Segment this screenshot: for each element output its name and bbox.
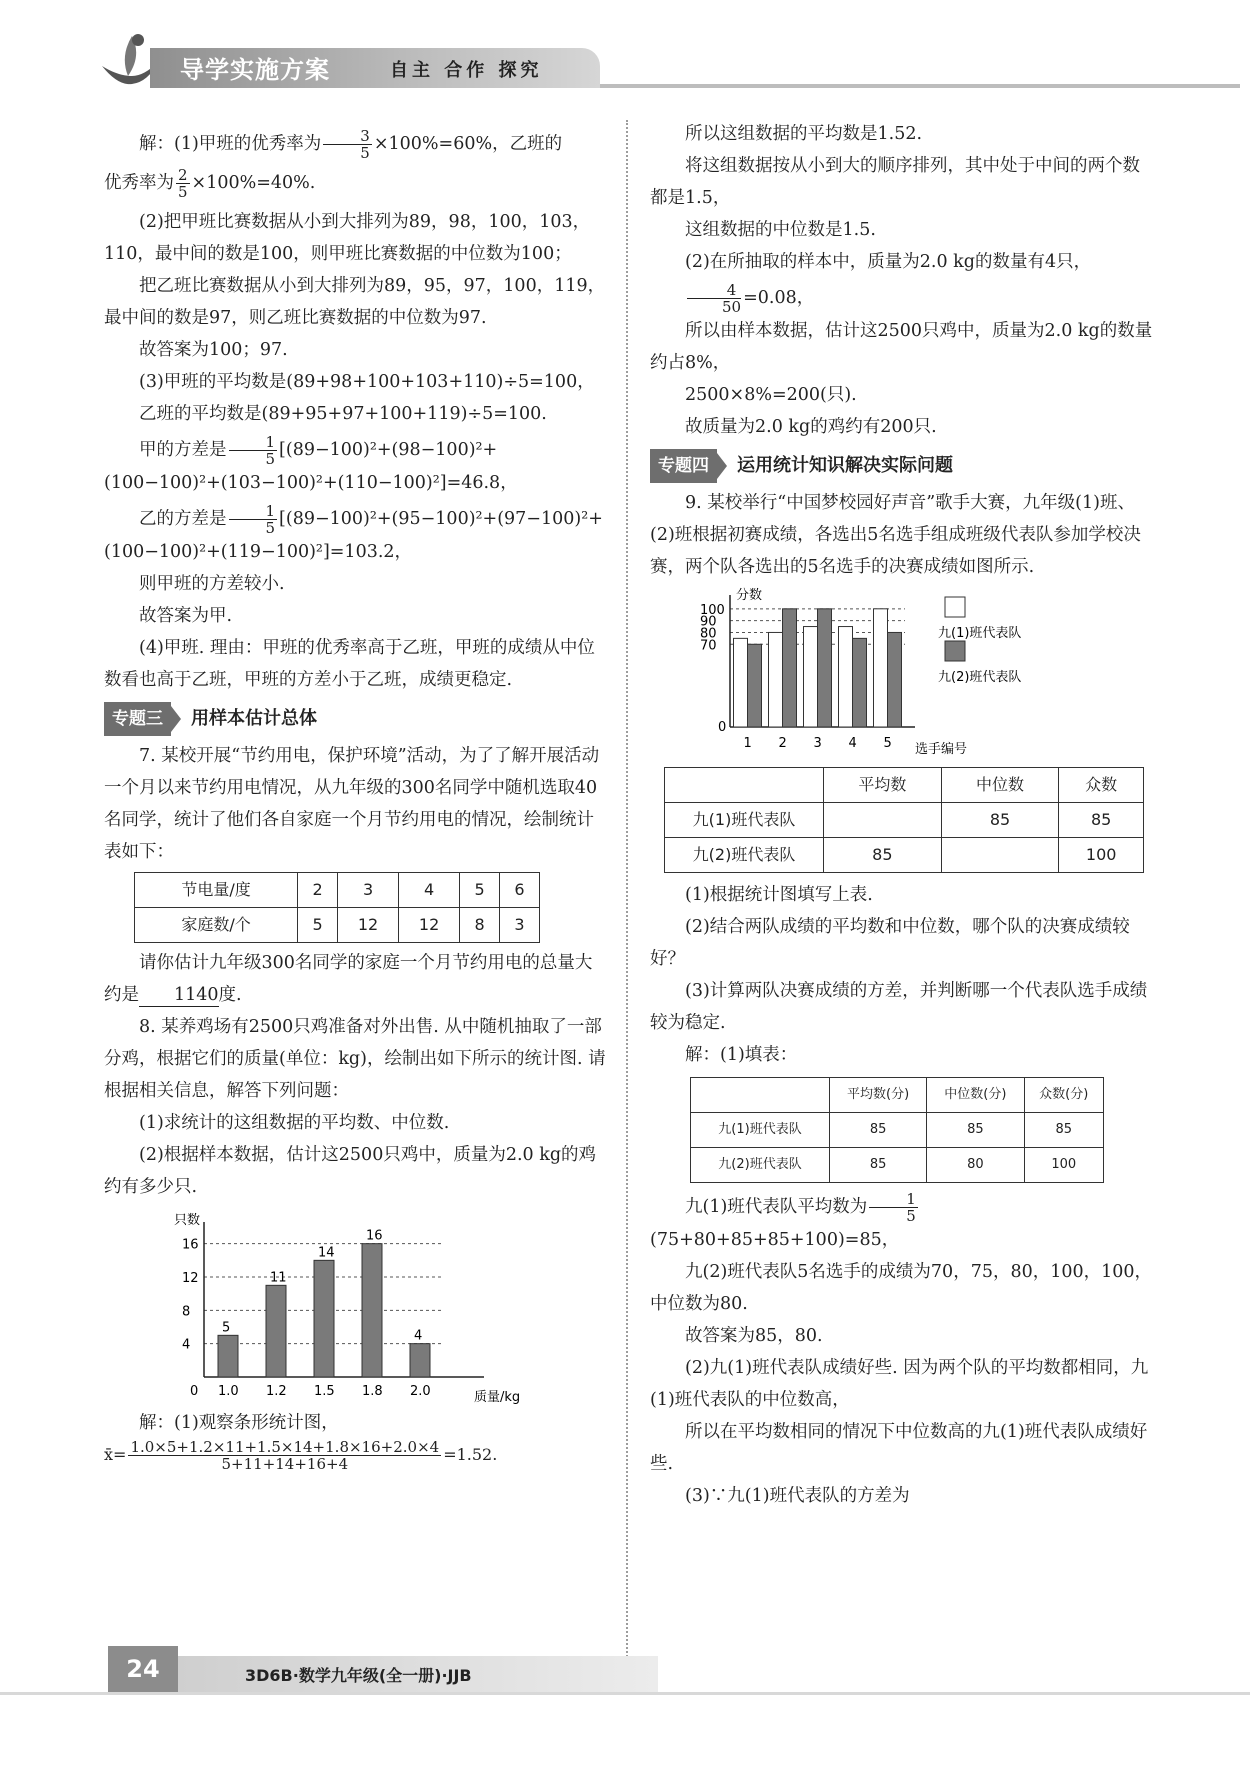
topic3-badge: 专题三 (104, 702, 171, 736)
sol9-intro: 解：(1)填表： (685, 1045, 798, 1065)
x-tick-label: 2.0 (410, 1384, 431, 1399)
x-tick-label: 1.0 (218, 1384, 239, 1399)
table-cell (941, 838, 1059, 873)
x-tick-label: 5 (883, 736, 892, 751)
data-label: 4 (414, 1328, 423, 1344)
header-tags: 自主 合作 探究 (390, 60, 543, 81)
table-cell: 2 (298, 873, 338, 908)
table-row (665, 768, 1144, 803)
sol6-line2: 优秀率为 $\frac{2}{5}$ ×100%=40%. (104, 166, 316, 201)
table-cell (665, 768, 824, 803)
footer-rule (0, 1692, 1250, 1695)
data-label: 5 (222, 1320, 231, 1336)
topic-arrow-icon (171, 706, 181, 732)
x-tick-label: 1.8 (362, 1384, 383, 1399)
bar (783, 609, 797, 727)
topic4-heading (650, 449, 1155, 483)
table-cell: 九(1)班代表队 (691, 1113, 830, 1148)
bar (874, 609, 888, 727)
sol9-median2: 九(2)班代表队5名选手的成绩为70，75，80，100，100，中位数为80. (650, 1262, 1153, 1314)
sol6-variance-b: 乙的方差是 $\frac{1}{5}$ [(89−100)²+(95−100)²+(97−100)²+(100−100)²+(119−100)²]=103.2， (104, 502, 603, 562)
table-cell: 85 (824, 838, 942, 873)
bar (734, 638, 748, 727)
topic4-badge: 专题四 (650, 449, 717, 483)
bar (410, 1344, 430, 1377)
topic-arrow-icon (717, 453, 727, 479)
fraction: $\frac{1.0\times 5+1.2\times 11+1.5\times 14+1.8\times 16+2.0\times 4}{5+11+14+16+4}$ (130, 1438, 440, 1473)
sol8-calc: 2500×8%=200(只). (685, 385, 857, 405)
question7: 7. 某校开展“节约用电，保护环境”活动，为了了解开展活动一个月以来节约用电情况，从九年级的300名同学中随机选取40名同学，统计了他们各自家庭一个月节约用电的情况，绘制统计表如下： (104, 746, 600, 862)
table-cell: 4 (399, 873, 460, 908)
x-tick-label: 1.2 (266, 1384, 287, 1399)
sol6-part2b: 把乙班比赛数据从小到大排列为89，95，97，100，119，最中间的数是97，则乙班比赛数据的中位数为97. (104, 276, 606, 328)
legend-label: 九(2)班代表队 (938, 670, 1022, 685)
table-cell: 平均数(分) (830, 1078, 927, 1113)
x-tick-label: 3 (813, 736, 822, 751)
y-tick-label: 4 (182, 1337, 191, 1353)
sol8-mean: 所以这组数据的平均数是1.52. (685, 124, 923, 144)
table-cell: 85 (830, 1148, 927, 1183)
table-row (135, 873, 540, 908)
table-cell: 5 (298, 908, 338, 943)
sol9-mean1: 九(1)班代表队平均数为 $\frac{1}{5}$ (75+80+85+85+100)=85， (650, 1190, 916, 1250)
table-cell: 5 (460, 873, 500, 908)
sol6-line1: 解：(1)甲班的优秀率为 $\frac{3}{5}$ ×100%=60%，乙班的 (139, 127, 563, 162)
table-row (691, 1078, 1104, 1113)
y-axis-label: 分数 (736, 588, 763, 603)
y-tick-label: 16 (182, 1237, 199, 1253)
sol8-part2: (2)在所抽取的样本中，质量为2.0 kg的数量有4只， (685, 252, 1092, 272)
bar (769, 632, 783, 727)
fraction: $\frac{4}{50}$ (687, 282, 741, 315)
bar (804, 627, 818, 727)
page-number: 24 (108, 1646, 178, 1692)
table-cell: 100 (1059, 838, 1144, 873)
table-cell: 众数(分) (1024, 1078, 1104, 1113)
sol6-variance-a: 甲的方差是 $\frac{1}{5}$ [(89−100)²+(98−100)²+(100−100)²+(103−100)²+(110−100)²]=46.8， (104, 433, 518, 493)
fraction: $\frac{1}{5}$ (869, 1191, 918, 1224)
legend-label: 九(1)班代表队 (938, 626, 1022, 641)
fraction: $\frac{2}{5}$ (178, 166, 188, 201)
sol6-part3b: 乙班的平均数是(89+95+97+100+119)÷5=100. (139, 404, 547, 424)
table-row (665, 803, 1144, 838)
bar (853, 638, 867, 727)
y-tick-label: 70 (700, 638, 717, 654)
question8: 8. 某养鸡场有2500只鸡准备对外出售. 从中随机抽取了一部分鸡，根据它们的质量(单位：kg)，绘制出如下所示的统计图. 请根据相关信息，解答下列问题： (104, 1017, 606, 1101)
table-cell: 九(1)班代表队 (665, 803, 824, 838)
table-cell: 九(2)班代表队 (665, 838, 824, 873)
sol8-order: 将这组数据按从小到大的顺序排列，其中处于中间的两个数都是1.5， (650, 156, 1140, 208)
y-tick-label: 100 (700, 602, 725, 618)
table-cell: 85 (1024, 1113, 1104, 1148)
table-row (665, 838, 1144, 873)
question9-part3: (3)计算两队决赛成绩的方差，并判断哪一个代表队选手成绩较为稳定. (650, 981, 1148, 1033)
footer-text: 3D6B·数学九年级(全一册)·JJB (245, 1666, 472, 1685)
sol8-answer: 故质量为2.0 kg的鸡约有200只. (685, 417, 937, 437)
sol8-intro: 解：(1)观察条形统计图， (139, 1413, 339, 1433)
sol8-mean-formula: x̄= $\frac{1.0\times 5+1.2\times 11+1.5\times 14+1.8\times 16+2.0\times 4}{5+11+14+16+4}$ =1.52. (104, 1438, 498, 1473)
y-tick-label: 90 (700, 614, 717, 630)
table-cell: 中位数 (941, 768, 1059, 803)
fraction: $\frac{1}{5}$ (229, 503, 278, 536)
fraction: $\frac{3}{5}$ (323, 128, 372, 161)
origin-label: 0 (190, 1384, 199, 1399)
table-cell: 众数 (1059, 768, 1144, 803)
sol6-answer3: 故答案为甲. (139, 606, 233, 626)
sol6-part2: (2)把甲班比赛数据从小到大排列为89，98，100，103，110，最中间的数是100，则甲班比赛数据的中位数为100； (104, 212, 591, 264)
header-rule (600, 84, 1240, 88)
column-divider (626, 120, 628, 1660)
question9: 9. 某校举行“中国梦校园好声音”歌手大赛，九年级(1)班、(2)班根据初赛成绩，各选出5名选手组成班级代表队参加学校决赛，两个队各选出的5名选手的决赛成绩如图所示. (650, 493, 1141, 577)
bar (839, 627, 853, 727)
table-cell: 家庭数/个 (135, 908, 298, 943)
header-title: 导学实施方案 (180, 56, 330, 84)
bar (748, 644, 762, 727)
x-tick-label: 1.5 (314, 1384, 335, 1399)
table-row (135, 908, 540, 943)
table-cell: 80 (927, 1148, 1024, 1183)
x-tick-label: 1 (743, 736, 752, 751)
legend-swatch (945, 597, 965, 617)
q9-blank-table (664, 767, 1144, 873)
question8-part2: (2)根据样本数据，估计这2500只鸡中，质量为2.0 kg的鸡约有多少只. (104, 1145, 597, 1197)
topic3-title: 用样本估计总体 (191, 708, 317, 729)
q7-table (134, 872, 540, 943)
data-label: 14 (318, 1245, 335, 1261)
table-cell: 85 (941, 803, 1059, 838)
sol6-part4: (4)甲班. 理由：甲班的优秀率高于乙班，甲班的成绩从中位数看也高于乙班，甲班的方差小于乙班，成绩更稳定. (104, 638, 595, 690)
y-axis-label: 只数 (174, 1213, 201, 1228)
table-cell: 85 (1059, 803, 1144, 838)
contest-score-bar-chart (680, 587, 1100, 757)
table-cell: 九(2)班代表队 (691, 1148, 830, 1183)
x-axis-label: 选手编号 (915, 742, 968, 757)
y-tick-label: 8 (182, 1304, 191, 1320)
x-axis-label: 质量/kg (474, 1390, 521, 1405)
table-cell (824, 803, 942, 838)
table-cell: 6 (500, 873, 540, 908)
bar (266, 1285, 286, 1377)
left-column (104, 128, 606, 1472)
sol8-median: 这组数据的中位数是1.5. (685, 220, 876, 240)
sol9-part2b: 所以在平均数相同的情况下中位数高的九(1)班代表队成绩好些. (650, 1422, 1148, 1474)
legend-swatch (945, 641, 965, 661)
sol6-answer1: 故答案为100；97. (139, 340, 288, 360)
sol6-part3: (3)甲班的平均数是(89+98+100+103+110)÷5=100， (139, 372, 595, 392)
table-cell: 8 (460, 908, 500, 943)
bar (888, 632, 902, 727)
table-cell: 12 (399, 908, 460, 943)
page-header (0, 0, 1250, 110)
right-column (650, 118, 1155, 1512)
table-cell: 12 (338, 908, 399, 943)
data-label: 16 (366, 1228, 383, 1244)
bar (218, 1335, 238, 1377)
sol8-estimate: 所以由样本数据，估计这2500只鸡中，质量为2.0 kg的数量约占8%， (650, 321, 1153, 373)
table-cell: 中位数(分) (927, 1078, 1024, 1113)
sol9-part3: (3)∵九(1)班代表队的方差为 (685, 1486, 910, 1506)
y-tick-label: 80 (700, 626, 717, 642)
sol9-answer1: 故答案为85，80. (685, 1326, 823, 1346)
table-row (691, 1113, 1104, 1148)
data-label: 11 (270, 1270, 287, 1286)
table-cell: 3 (500, 908, 540, 943)
origin-label: 0 (718, 720, 727, 735)
sol8-ratio: $\frac{4}{50}$ =0.08， (650, 282, 1155, 315)
bar (818, 609, 832, 727)
topic3-heading (104, 702, 606, 736)
question9-part2: (2)结合两队成绩的平均数和中位数，哪个队的决赛成绩较好？ (650, 917, 1130, 969)
table-cell (691, 1078, 830, 1113)
x-tick-label: 4 (848, 736, 857, 751)
question7b: 请你估计九年级300名同学的家庭一个月节约用电的总量大约是 1140度. (104, 953, 593, 1005)
sol9-part2: (2)九(1)班代表队成绩好些. 因为两个队的平均数都相同，九(1)班代表队的中位数高， (650, 1358, 1149, 1410)
table-cell: 平均数 (824, 768, 942, 803)
fraction: $\frac{1}{5}$ (229, 434, 278, 467)
table-cell: 100 (1024, 1148, 1104, 1183)
x-tick-label: 2 (778, 736, 787, 751)
table-row (691, 1148, 1104, 1183)
sol6-compare: 则甲班的方差较小. (139, 574, 285, 594)
q9-answer-table (690, 1077, 1104, 1183)
table-cell: 节电量/度 (135, 873, 298, 908)
chiken-weight-bar-chart (164, 1207, 524, 1407)
question8-part1: (1)求统计的这组数据的平均数、中位数. (139, 1113, 450, 1133)
bar (314, 1260, 334, 1377)
question9-part1: (1)根据统计图填写上表. (685, 885, 873, 905)
answer-blank: 1140 (139, 984, 219, 1007)
table-cell: 85 (927, 1113, 1024, 1148)
table-cell: 85 (830, 1113, 927, 1148)
table-cell: 3 (338, 873, 399, 908)
bar (362, 1244, 382, 1377)
topic4-title: 运用统计知识解决实际问题 (737, 455, 953, 476)
y-tick-label: 12 (182, 1271, 199, 1286)
